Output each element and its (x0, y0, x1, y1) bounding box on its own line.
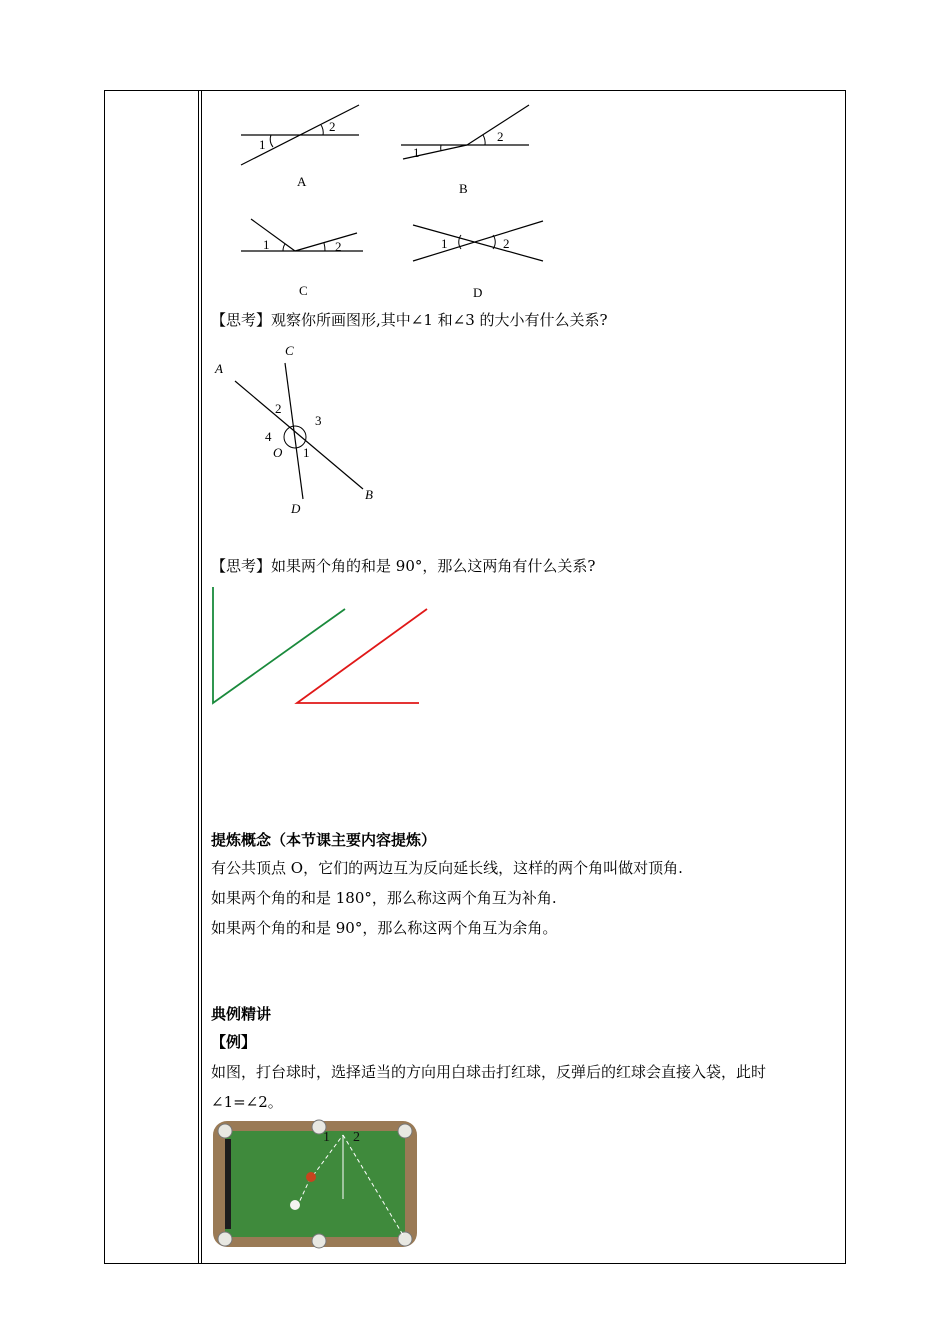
billiard-angle-1: 1 (323, 1130, 330, 1145)
option-figure-c (239, 215, 369, 301)
complementary-angles-figure (207, 585, 437, 715)
option-d-angle-2: 2 (503, 236, 510, 251)
label-angle-1: 1 (303, 445, 310, 460)
label-point-d: D (291, 501, 301, 516)
label-angle-3: 3 (315, 413, 322, 428)
concept-line-1: 有公共顶点 O，它们的两边互为反向延长线，这样的两个角叫做对顶角. (211, 859, 683, 877)
intersecting-lines-figure (211, 339, 381, 519)
label-point-o: O (273, 445, 283, 460)
option-a-angle-2: 2 (329, 119, 336, 134)
example-line-1: 如图，打台球时，选择适当的方向用白球击打红球，反弹后的红球会直接入袋，此时 (211, 1063, 767, 1081)
option-b-angle-2: 2 (497, 129, 504, 144)
lesson-table (104, 90, 846, 1264)
option-a-angle-1: 1 (259, 137, 266, 152)
left-column (105, 91, 199, 1263)
concept-heading: 提炼概念（本节课主要内容提炼） (211, 831, 437, 849)
option-b-letter: B (459, 181, 468, 196)
billiard-angle-2: 2 (353, 1130, 360, 1145)
label-angle-2: 2 (275, 401, 282, 416)
option-d-angle-1: 1 (441, 236, 448, 251)
option-figure-a (237, 101, 367, 191)
column-divider (199, 91, 202, 1263)
option-b-angle-1: 1 (413, 145, 420, 160)
green-angle (213, 587, 345, 703)
label-angle-4: 4 (265, 429, 272, 444)
option-a-letter: A (297, 174, 307, 189)
option-figure-b (397, 103, 537, 195)
option-figure-d (411, 217, 547, 301)
option-d-letter: D (473, 285, 483, 300)
example-line-2: ∠1=∠2。 (211, 1093, 283, 1111)
example-tag: 【例】 (211, 1033, 257, 1051)
billiard-table-image (211, 1119, 421, 1251)
label-point-a: A (215, 361, 223, 376)
concept-line-2: 如果两个角的和是 180°，那么称这两个角互为补角. (211, 889, 557, 907)
red-angle (297, 609, 427, 703)
option-c-angle-1: 1 (263, 237, 270, 252)
label-point-c: C (285, 343, 294, 358)
option-c-letter: C (299, 283, 308, 298)
label-point-b: B (365, 487, 373, 502)
option-c-angle-2: 2 (335, 239, 342, 254)
example-heading: 典例精讲 (211, 1005, 272, 1023)
content-cell (203, 91, 845, 1263)
concept-line-3: 如果两个角的和是 90°，那么称这两个角互为余角。 (211, 919, 558, 937)
think-question-1: 【思考】观察你所画图形,其中∠1 和∠3 的大小有什么关系? (211, 311, 608, 329)
think-question-2: 【思考】如果两个角的和是 90°，那么这两角有什么关系? (211, 557, 596, 575)
